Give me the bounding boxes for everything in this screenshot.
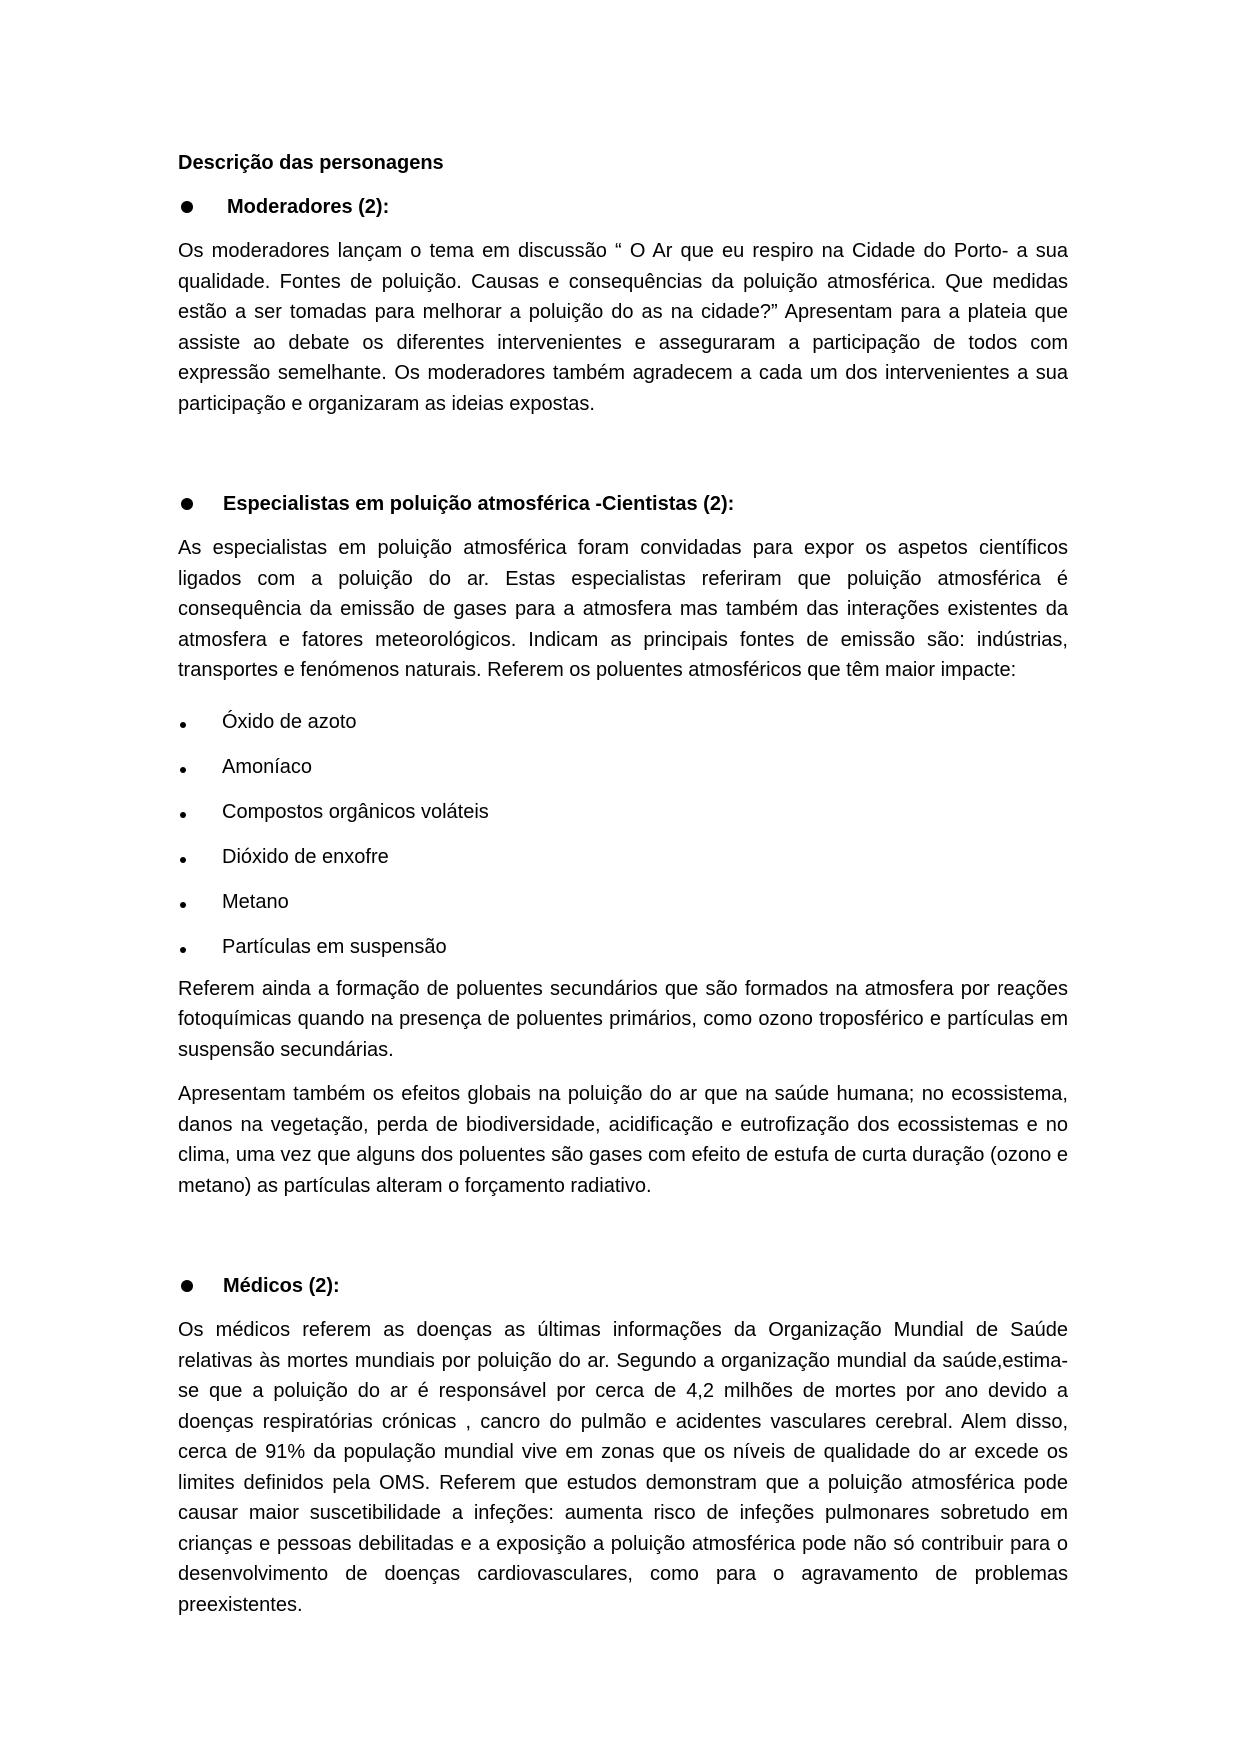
document-page (178, 150, 1068, 1634)
bullet-icon (180, 722, 186, 728)
medicos-paragraph: Os médicos referem as doenças as últimas informações da Organização Mundial de Saúde relativas às mortes mundiais por poluição do ar. Segundo a organização mundial da saúde,estima-se que a poluição do ar é responsável por cerca de 4,2 milhões de mortes por ano devido a doenças respiratórias crónicas , cancro do pulmão e acidentes vasculares cerebral. Alem disso, cerca de 91% da população mundial vive em zonas que os níveis de qualidade do ar excede os limites definidos pela OMS. Referem que estudos demonstram que a poluição atmosférica pode causar maior suscetibilidade a infeções: aumenta risco de infeções pulmonares sobretudo em crianças e pessoas debilitadas e a exposição a poluição atmosférica pode não só contribuir para o desenvolvimento de doenças cardiovasculares, como para o agravamento de problemas preexistentes. (178, 1319, 1068, 1616)
pollutant-name: Óxido de azoto (222, 711, 357, 733)
bullet-icon (181, 1280, 193, 1292)
section-heading-especialistas (178, 491, 1068, 517)
list-item (178, 790, 1068, 835)
pollutant-name: Amoníaco (222, 756, 313, 778)
pollutant-name: Dióxido de enxofre (222, 846, 389, 868)
bullet-icon (180, 812, 186, 818)
bullet-icon (181, 201, 193, 213)
global-effects-paragraph: Apresentam também os efeitos globais na poluição do ar que na saúde humana; no ecossistema, danos na vegetação, perda de biodiversidade, acidificação e eutrofização dos ecossistemas e no clima, uma vez que alguns dos poluentes são gases com efeito de estufa de curta duração (ozono e metano) as partículas alteram o forçamento radiativo. (178, 1083, 1068, 1197)
section-heading-text: Médicos (2): (223, 1275, 340, 1297)
list-item (178, 925, 1068, 970)
secondary-pollutants-paragraph: Referem ainda a formação de poluentes secundários que são formados na atmosfera por reações fotoquímicas quando na presença de poluentes primários, como ozono troposférico e partículas em suspensão secundárias. (178, 977, 1068, 1061)
pollutant-name: Compostos orgânicos voláteis (222, 801, 489, 823)
section-heading-medicos (178, 1273, 1068, 1299)
pollutant-list (178, 700, 1068, 970)
bullet-icon (180, 947, 186, 953)
list-item (178, 745, 1068, 790)
bullet-icon (180, 857, 186, 863)
section-heading-text: Especialistas em poluição atmosférica -Cientistas (2): (223, 493, 735, 515)
document-title: Descrição das personagens (178, 152, 444, 174)
list-item (178, 835, 1068, 880)
especialistas-intro-paragraph: As especialistas em poluição atmosférica foram convidadas para expor os aspetos científicos ligados com a poluição do ar. Estas especialistas referiram que poluição atmosférica é consequência da emissão de gases para a atmosfera mas também das interações existentes da atmosfera e fatores meteorológicos. Indicam as principais fontes de emissão são: indústrias, transportes e fenómenos naturais. Referem os poluentes atmosféricos que têm maior impacte: (178, 537, 1068, 681)
pollutant-name: Metano (222, 891, 289, 913)
list-item (178, 880, 1068, 925)
list-item (178, 700, 1068, 745)
bullet-icon (180, 767, 186, 773)
bullet-icon (180, 902, 186, 908)
section-spacer (178, 433, 1068, 491)
section-spacer (178, 1215, 1068, 1273)
bullet-icon (181, 498, 193, 510)
pollutant-name: Partículas em suspensão (222, 936, 447, 958)
moderadores-paragraph: Os moderadores lançam o tema em discussão “ O Ar que eu respiro na Cidade do Porto- a sua qualidade. Fontes de poluição. Causas e consequências da poluição atmosférica. Que medidas estão a ser tomadas para melhorar a poluição do as na cidade?” Apresentam para a plateia que assiste ao debate os diferentes intervenientes e asseguraram a participação de todos com expressão semelhante. Os moderadores também agradecem a cada um dos intervenientes a sua participação e organizaram as ideias expostas. (178, 240, 1068, 415)
section-heading-moderadores (178, 194, 1068, 220)
section-heading-text: Moderadores (2): (227, 196, 390, 218)
